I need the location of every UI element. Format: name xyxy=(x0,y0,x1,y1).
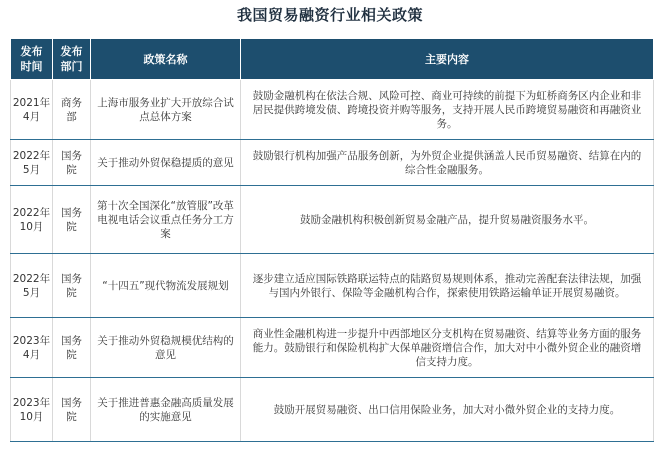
row-date: 2022年5月 xyxy=(11,140,53,186)
row-policy-name: 上海市服务业扩大开放综合试点总体方案 xyxy=(91,80,241,140)
row-content: 商业性金融机构进一步提升中西部地区分支机构在贸易融资、结算等业务方面的服务能力。鼓励银行和保险机构扩大保单融资增信合作，加大对中小微外贸企业的融资增信支持力度。 xyxy=(241,318,654,378)
table-row xyxy=(11,318,654,378)
row-content: 鼓励金融机构积极创新贸易金融产品，提升贸易融资服务水平。 xyxy=(241,186,654,254)
policy-table xyxy=(10,38,654,442)
row-policy-name: “十四五”现代物流发展规划 xyxy=(91,254,241,318)
table-header-row xyxy=(11,39,654,80)
row-date: 2023年10月 xyxy=(11,378,53,442)
table-row xyxy=(11,140,654,186)
header-content: 主要内容 xyxy=(241,39,654,80)
table-row xyxy=(11,80,654,140)
header-date: 发布 时间 xyxy=(11,39,53,80)
row-date: 2021年4月 xyxy=(11,80,53,140)
row-dept: 国务院 xyxy=(53,318,91,378)
row-content: 鼓励银行机构加强产品服务创新，为外贸企业提供涵盖人民币贸易融资、结算在内的综合性金融服务。 xyxy=(241,140,654,186)
row-content: 鼓励开展贸易融资、出口信用保险业务，加大对小微外贸企业的支持力度。 xyxy=(241,378,654,442)
row-dept: 国务院 xyxy=(53,140,91,186)
row-date: 2022年10月 xyxy=(11,186,53,254)
row-content: 逐步建立适应国际铁路联运特点的陆路贸易规则体系，推动完善配套法律法规，加强与国内外银行、保险等金融机构合作，探索使用铁路运输单证开展贸易融资。 xyxy=(241,254,654,318)
row-content: 鼓励金融机构在依法合规、风险可控、商业可持续的前提下为虹桥商务区内企业和非居民提供跨境发债、跨境投资并购等服务，支持开展人民币跨境贸易融资和再融资业务。 xyxy=(241,80,654,140)
table-row xyxy=(11,186,654,254)
row-policy-name: 关于推动外贸稳规模优结构的意见 xyxy=(91,318,241,378)
header-name: 政策名称 xyxy=(91,39,241,80)
row-dept: 国务院 xyxy=(53,186,91,254)
table-row xyxy=(11,254,654,318)
row-date: 2022年5月 xyxy=(11,254,53,318)
row-policy-name: 关于推进普惠金融高质量发展的实施意见 xyxy=(91,378,241,442)
row-dept: 商务部 xyxy=(53,80,91,140)
page-title: 我国贸易融资行业相关政策 xyxy=(236,6,423,24)
row-dept: 国务院 xyxy=(53,254,91,318)
table-row xyxy=(11,378,654,442)
row-policy-name: 关于推动外贸保稳提质的意见 xyxy=(91,140,241,186)
row-dept: 国务院 xyxy=(53,378,91,442)
row-date: 2023年4月 xyxy=(11,318,53,378)
row-policy-name: 第十次全国深化“放管服”改革电视电话会议重点任务分工方案 xyxy=(91,186,241,254)
header-dept: 发布 部门 xyxy=(53,39,91,80)
